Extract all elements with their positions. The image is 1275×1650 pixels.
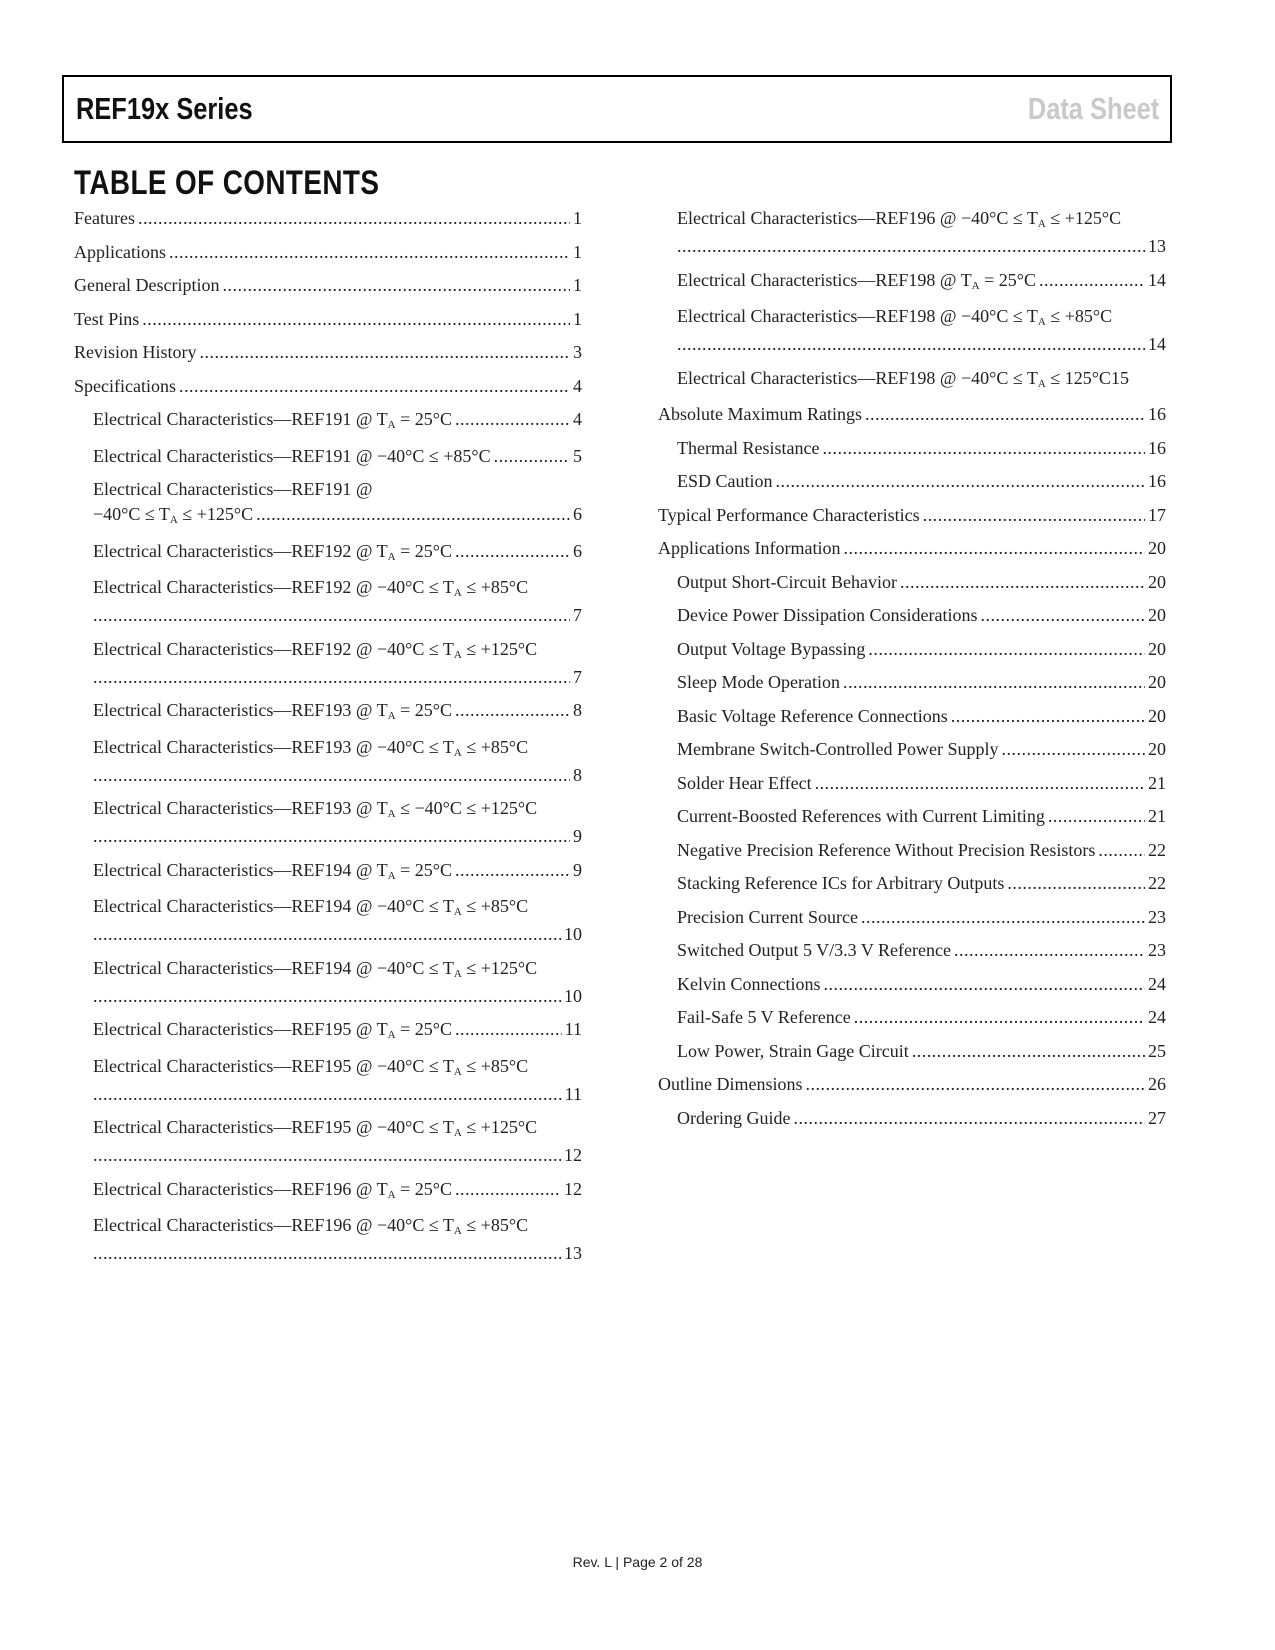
toc-entry-title: Electrical Characteristics—REF196 @ $-40^\circ C \le T_A \le +125^\circ C$	[677, 208, 1122, 230]
toc-entry-title: Fail-Safe 5 V Reference	[677, 1007, 851, 1027]
toc-entry-title: Sleep Mode Operation	[677, 672, 840, 692]
toc-entry[interactable]	[74, 575, 582, 628]
dot-leader	[1098, 838, 1145, 863]
toc-entry-title: Current-Boosted References with Current Limiting	[677, 806, 1045, 826]
toc-entry-title: Electrical Characteristics—REF195 @ $T_A = 25^\circ C$	[93, 1019, 452, 1041]
toc-entry-title: Kelvin Connections	[677, 973, 821, 994]
toc-entry-title: Revision History	[74, 342, 197, 362]
dot-leader	[142, 307, 570, 332]
dot-leader	[93, 603, 570, 628]
dot-leader	[93, 984, 561, 1009]
toc-page-number: 1	[573, 208, 582, 228]
toc-page-number: 14	[1148, 269, 1166, 290]
toc-entry-title: Output Short-Circuit Behavior	[677, 571, 897, 592]
toc-entry[interactable]	[658, 737, 1166, 762]
toc-entry[interactable]	[658, 905, 1166, 930]
toc-entry-title: Electrical Characteristics—REF195 @ $-40^\circ C \le T_A \le +85^\circ C$	[93, 1055, 529, 1078]
dot-leader	[93, 1241, 561, 1266]
toc-entry-title: Applications Information	[658, 538, 841, 558]
page-footer: Rev. L | Page 2 of 28	[572, 1554, 703, 1570]
dot-leader	[815, 771, 1145, 796]
toc-entry[interactable]	[74, 796, 582, 849]
toc-page-number: 20	[1148, 538, 1166, 558]
toc-page-number: 20	[1148, 638, 1166, 659]
toc-page-number: 20	[1148, 571, 1166, 592]
header-title: REF19x Series	[76, 91, 253, 126]
dot-leader	[93, 665, 570, 690]
toc-entry-title: Switched Output 5 V/3.3 V Reference	[677, 940, 951, 960]
dot-leader	[256, 502, 570, 527]
toc-entry-title: Electrical Characteristics—REF196 @ $T_A = 25^\circ C$	[93, 1178, 452, 1201]
toc-entry-title: Electrical Characteristics—REF193 @ $T_A = 25^\circ C$	[93, 700, 452, 722]
toc-entry[interactable]	[658, 603, 1166, 628]
toc-entry-title: Electrical Characteristics—REF193 @ $-40^\circ C \le T_A \le +85^\circ C$	[93, 736, 529, 759]
toc-entry[interactable]	[74, 407, 582, 435]
toc-page-number: 13	[1148, 236, 1166, 256]
toc-page-number: 15	[1110, 367, 1129, 388]
toc-entry[interactable]	[658, 536, 1166, 561]
toc-page-number: 12	[564, 1178, 582, 1199]
toc-entry-title: Negative Precision Reference Without Precision Resistors	[677, 839, 1096, 860]
toc-entry[interactable]	[658, 938, 1166, 963]
toc-entry[interactable]	[74, 858, 582, 886]
toc-entry[interactable]	[74, 1213, 582, 1266]
dot-leader	[861, 905, 1145, 930]
toc-entry-title: Electrical Characteristics—REF198 @ $T_A = 25^\circ C$	[677, 269, 1036, 292]
toc-entry[interactable]	[658, 469, 1166, 494]
dot-leader	[776, 469, 1145, 494]
toc-entry[interactable]	[74, 1054, 582, 1107]
toc-entry[interactable]	[74, 698, 582, 726]
dot-leader	[169, 240, 570, 265]
toc-title: TABLE OF CONTENTS	[74, 164, 380, 202]
toc-page-number: 6	[573, 540, 582, 561]
toc-page-number: 5	[573, 445, 582, 466]
toc-entry-title: Features	[74, 208, 135, 228]
dot-leader	[843, 536, 1145, 561]
toc-entry-title: Test Pins	[74, 308, 140, 329]
toc-page-number: 22	[1148, 873, 1166, 893]
toc-entry[interactable]	[658, 771, 1166, 796]
toc-page-number: 25	[1148, 1040, 1166, 1061]
dot-leader	[455, 539, 570, 564]
dot-leader	[954, 938, 1145, 963]
dot-leader	[677, 332, 1145, 357]
toc-page-number: 8	[573, 764, 582, 785]
toc-entry[interactable]	[658, 366, 1166, 394]
dot-leader	[868, 637, 1145, 662]
toc-entry[interactable]	[74, 340, 582, 365]
toc-entry-title: Electrical Characteristics—REF195 @ $-40^\circ C \le T_A \le +125^\circ C$	[93, 1117, 538, 1139]
toc-entry[interactable]	[74, 374, 582, 399]
toc-entry-title: General Description	[74, 275, 220, 295]
dot-leader	[179, 374, 570, 399]
dot-leader	[806, 1072, 1146, 1097]
dot-leader	[455, 698, 570, 723]
toc-entry[interactable]	[658, 570, 1166, 595]
toc-entry[interactable]	[74, 539, 582, 567]
toc-entry-title: Electrical Characteristics—REF191 @ $T_A = 25^\circ C$	[93, 409, 452, 431]
toc-page-number: 10	[564, 924, 582, 944]
dot-leader	[1039, 268, 1145, 293]
toc-entry-title: Electrical Characteristics—REF194 @ $-40^\circ C \le T_A \le +125^\circ C$	[93, 957, 538, 980]
toc-entry[interactable]	[74, 1017, 582, 1045]
toc-entry-title: Stacking Reference ICs for Arbitrary Outputs	[677, 873, 1005, 893]
toc-entry-title: Thermal Resistance	[677, 437, 820, 458]
page-header	[62, 75, 1172, 143]
dot-leader	[980, 603, 1145, 628]
dot-leader	[822, 436, 1145, 461]
toc-entry-title: Applications	[74, 241, 166, 262]
toc-page-number: 10	[564, 985, 582, 1006]
dot-leader	[455, 858, 570, 883]
toc-entry[interactable]	[658, 304, 1166, 357]
dot-leader	[823, 972, 1145, 997]
toc-page-number: 1	[573, 275, 582, 295]
toc-entry-title: Electrical Characteristics—REF193 @ $T_A \le -40^\circ C \le +125^\circ C$	[93, 798, 538, 820]
toc-page-number: 23	[1148, 940, 1166, 960]
toc-page-number: 24	[1148, 1007, 1166, 1027]
toc-entry[interactable]	[74, 637, 582, 690]
toc-entry[interactable]	[658, 1005, 1166, 1030]
toc-entry[interactable]	[658, 1072, 1166, 1097]
dot-leader	[900, 570, 1145, 595]
toc-page-number: 20	[1148, 605, 1166, 625]
toc-entry[interactable]	[658, 436, 1166, 461]
toc-page-number: 14	[1148, 334, 1166, 354]
toc-entry-title: Membrane Switch-Controlled Power Supply	[677, 739, 999, 759]
dot-leader	[494, 444, 570, 469]
toc-page-number: 13	[564, 1243, 582, 1263]
dot-leader	[923, 503, 1145, 528]
toc-entry[interactable]	[658, 1106, 1166, 1131]
toc-page-number: 8	[573, 700, 582, 720]
toc-entry-title: Electrical Characteristics—REF198 @ $-40^\circ C \le T_A \le +85^\circ C$	[677, 306, 1113, 328]
toc-entry[interactable]	[658, 206, 1166, 259]
toc-entry[interactable]	[74, 477, 582, 530]
toc-entry[interactable]	[658, 838, 1166, 863]
toc-entry[interactable]	[658, 972, 1166, 997]
toc-entry[interactable]	[74, 1115, 582, 1168]
dot-leader	[677, 234, 1145, 259]
toc-entry-title: Electrical Characteristics—REF192 @ $-40^\circ C \le T_A \le +125^\circ C$	[93, 638, 538, 661]
dot-leader	[222, 273, 570, 298]
toc-page-number: 16	[1148, 437, 1166, 458]
dot-leader	[93, 1082, 562, 1107]
toc-page-number: 20	[1148, 739, 1166, 759]
toc-entry-title: Ordering Guide	[677, 1107, 791, 1128]
toc-entry[interactable]	[74, 307, 582, 332]
toc-entry[interactable]	[658, 402, 1166, 427]
toc-page-number: 11	[564, 1019, 582, 1039]
toc-entry-title: Device Power Dissipation Considerations	[677, 605, 978, 625]
toc-page-number: 24	[1148, 973, 1166, 994]
toc-page-number: 12	[564, 1145, 582, 1165]
toc-entry[interactable]	[658, 871, 1166, 896]
toc-entry-title: Electrical Characteristics—REF191 @ −40°C ≤ +85°C	[93, 445, 491, 466]
toc-left-column	[74, 206, 582, 1275]
toc-entry-title: Low Power, Strain Gage Circuit	[677, 1040, 909, 1061]
toc-page-number: 7	[573, 666, 582, 687]
toc-entry[interactable]	[74, 894, 582, 947]
toc-entry-title: Basic Voltage Reference Connections	[677, 705, 948, 726]
toc-entry[interactable]	[658, 670, 1166, 695]
dot-leader	[455, 1177, 561, 1202]
toc-page-number: 1	[573, 308, 582, 329]
toc-entry-title: Output Voltage Bypassing	[677, 638, 866, 659]
dot-leader	[93, 824, 570, 849]
toc-right-column	[658, 206, 1166, 1139]
dot-leader	[93, 922, 561, 947]
toc-entry-title: Electrical Characteristics—REF196 @ $-40^\circ C \le T_A \le +85^\circ C$	[93, 1215, 529, 1237]
toc-entry[interactable]	[74, 240, 582, 265]
dot-leader	[865, 402, 1145, 427]
dot-leader	[854, 1005, 1145, 1030]
dot-leader	[1001, 737, 1145, 762]
toc-page-number: 7	[573, 605, 582, 625]
toc-page-number: 21	[1148, 772, 1166, 793]
toc-entry[interactable]	[74, 444, 582, 469]
toc-entry-title: Precision Current Source	[677, 906, 858, 927]
dot-leader	[455, 1017, 562, 1042]
toc-entry[interactable]	[658, 637, 1166, 662]
toc-entry-title: Outline Dimensions	[658, 1074, 803, 1094]
dot-leader	[843, 670, 1145, 695]
toc-page-number: 1	[573, 241, 582, 262]
toc-page-number: 16	[1148, 404, 1166, 424]
toc-entry-title-continued: $-40^\circ C \le T_A \le +125^\circ C$	[93, 504, 254, 526]
toc-page-number: 16	[1148, 471, 1166, 491]
dot-leader	[1048, 804, 1145, 829]
dot-leader	[93, 763, 570, 788]
toc-page-number: 11	[564, 1083, 582, 1104]
toc-entry[interactable]	[74, 206, 582, 231]
toc-page-number: 20	[1148, 672, 1166, 692]
toc-entry-title: Electrical Characteristics—REF198 @ $-40^\circ C \le T_A \le 125^\circ C$	[677, 367, 1111, 390]
toc-entry[interactable]	[658, 804, 1166, 829]
toc-page-number: 17	[1148, 504, 1166, 525]
toc-entry[interactable]	[658, 1039, 1166, 1064]
toc-page-number: 20	[1148, 705, 1166, 726]
toc-entry[interactable]	[658, 503, 1166, 528]
toc-entry[interactable]	[74, 956, 582, 1009]
toc-page-number: 26	[1148, 1074, 1166, 1094]
toc-entry-title: Electrical Characteristics—REF191 @	[93, 479, 373, 499]
dot-leader	[138, 206, 570, 231]
toc-page-number: 21	[1148, 806, 1166, 826]
toc-page-number: 9	[573, 826, 582, 846]
toc-entry-title: ESD Caution	[677, 471, 773, 491]
toc-entry-title: Absolute Maximum Ratings	[658, 404, 862, 424]
dot-leader	[200, 340, 570, 365]
toc-entry-title: Typical Performance Characteristics	[658, 504, 920, 525]
dot-leader	[912, 1039, 1145, 1064]
header-doc-type: Data Sheet	[1027, 91, 1159, 126]
toc-page-number: 4	[573, 375, 582, 396]
dot-leader	[951, 704, 1145, 729]
toc-entry-title: Electrical Characteristics—REF192 @ $-40^\circ C \le T_A \le +85^\circ C$	[93, 577, 529, 599]
toc-page-number: 27	[1148, 1107, 1166, 1128]
toc-entry-title: Electrical Characteristics—REF194 @ $-40^\circ C \le T_A \le +85^\circ C$	[93, 896, 529, 918]
toc-page-number: 23	[1148, 906, 1166, 927]
toc-entry[interactable]	[74, 735, 582, 788]
toc-entry-title: Electrical Characteristics—REF192 @ $T_A = 25^\circ C$	[93, 540, 452, 563]
toc-entry[interactable]	[658, 268, 1166, 296]
toc-entry[interactable]	[74, 1177, 582, 1205]
toc-page-number: 9	[573, 859, 582, 880]
toc-page-number: 22	[1148, 839, 1166, 860]
toc-entry-title: Solder Hear Effect	[677, 772, 812, 793]
toc-entry-title: Specifications	[74, 375, 176, 396]
toc-entry[interactable]	[74, 273, 582, 298]
toc-entry-title: Electrical Characteristics—REF194 @ $T_A = 25^\circ C$	[93, 859, 452, 882]
dot-leader	[93, 1143, 561, 1168]
toc-page-number: 4	[573, 409, 582, 429]
dot-leader	[1007, 871, 1145, 896]
dot-leader	[455, 407, 570, 432]
dot-leader	[793, 1106, 1145, 1131]
toc-page-number: 3	[573, 342, 582, 362]
toc-page-number: 6	[573, 504, 582, 524]
toc-entry[interactable]	[658, 704, 1166, 729]
